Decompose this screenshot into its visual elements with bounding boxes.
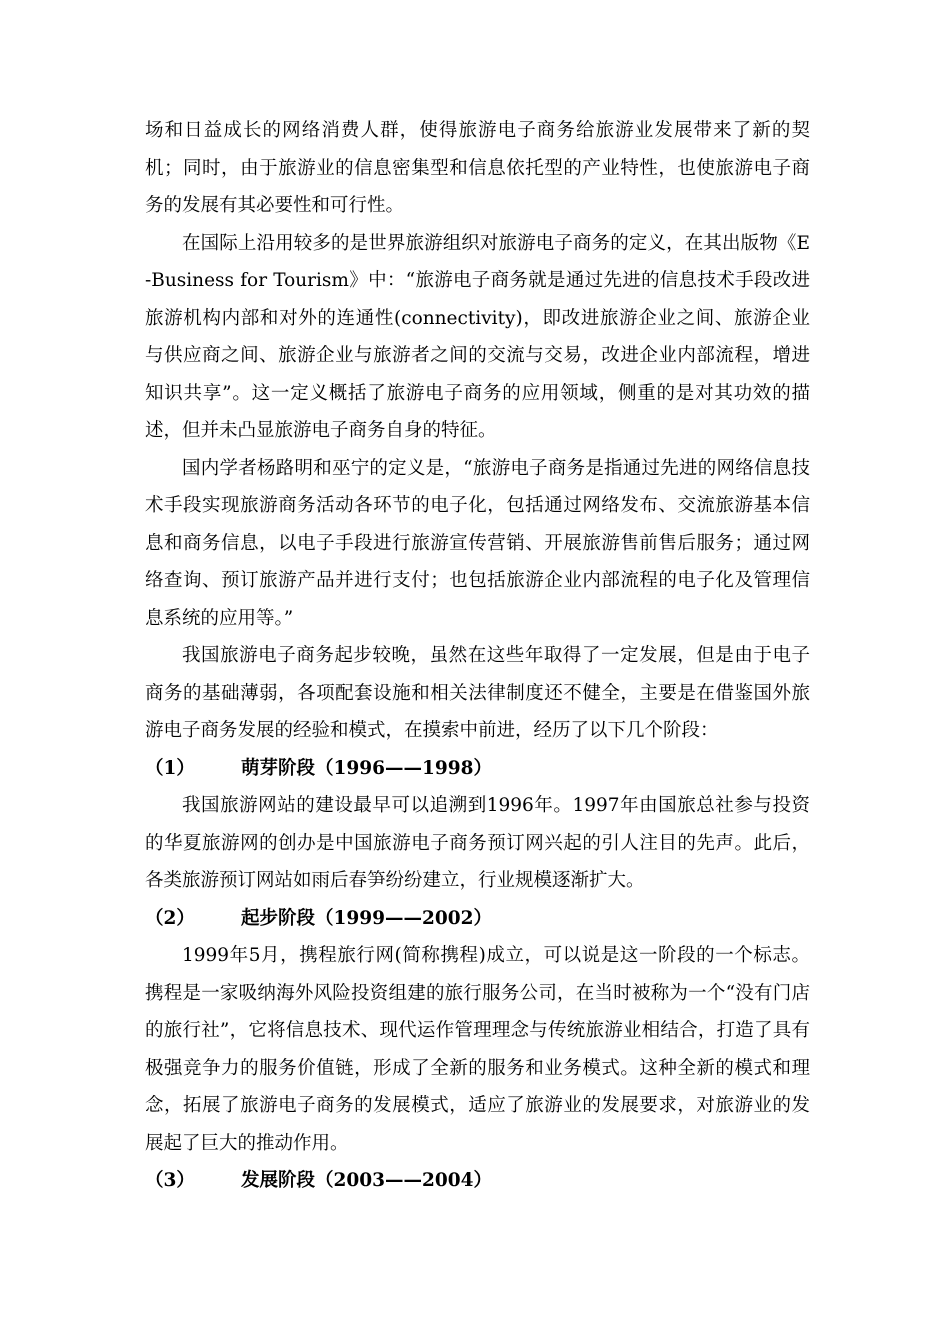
stage-paragraph-2: 1999年5月，携程旅行网(简称携程)成立，可以说是这一阶段的一个标志。携程是一家吸纳海外风险投资组建的旅行服务公司，在当时被称为一个“没有门店的旅行社”，它将信息技术、现代运作管理理念与传统旅游业相结合，打造了具有极强竞争力的服务价值链，形成了全新的服务和业务模式。这种全新的模式和理念，拓展了旅游电子商务的发展模式，适应了旅游业的发展要求，对旅游业的发展起了巨大的推动作用。 — [145, 945, 810, 1154]
stage-number: （1） — [145, 757, 195, 779]
stage-heading-3 — [145, 1162, 810, 1200]
paragraph-domestic-definition: 国内学者杨路明和巫宁的定义是，“旅游电子商务是指通过先进的网络信息技术手段实现旅游商务活动各环节的电子化，包括通过网络发布、交流旅游基本信息和商务信息，以电子手段进行旅游宣传营销、开展旅游售前售后服务；通过网络查询、预订旅游产品并进行支付；也包括旅游企业内部流程的电子化及管理信息系统的应用等。” — [145, 457, 810, 629]
stage-title: 萌芽阶段（1996——1998） — [241, 757, 492, 779]
document-body — [145, 112, 810, 1200]
paragraph-continuation: 场和日益成长的网络消费人群，使得旅游电子商务给旅游业发展带来了新的契机；同时，由于旅游业的信息密集型和信息依托型的产业特性，也使旅游电子商务的发展有其必要性和可行性。 — [145, 120, 810, 216]
stage-heading-2 — [145, 900, 810, 938]
stage-heading-1 — [145, 750, 810, 788]
stage-number: （2） — [145, 907, 195, 929]
paragraph-development-intro: 我国旅游电子商务起步较晚，虽然在这些年取得了一定发展，但是由于电子商务的基础薄弱，各项配套设施和相关法律制度还不健全，主要是在借鉴国外旅游电子商务发展的经验和模式，在摸索中前进，经历了以下几个阶段： — [145, 645, 810, 741]
stage-number: （3） — [145, 1170, 195, 1191]
paragraph-wto-definition: 在国际上沿用较多的是世界旅游组织对旅游电子商务的定义，在其出版物《E-Business for Tourism》中：“旅游电子商务就是通过先进的信息技术手段改进旅游机构内部和对外的连通性(connectivity)，即改进旅游企业之间、旅游企业与供应商之间、旅游企业与旅游者之间的交流与交易，改进企业内部流程，增进知识共享”。这一定义概括了旅游电子商务的应用领域，侧重的是对其功效的描述，但并未凸显旅游电子商务自身的特征。 — [145, 232, 810, 441]
stage-title: 起步阶段（1999——2002） — [241, 907, 492, 929]
stage-title: 发展阶段（2003——2004） — [241, 1170, 492, 1191]
stage-paragraph-1: 我国旅游网站的建设最早可以追溯到1996年。1997年由国旅总社参与投资的华夏旅游网的创办是中国旅游电子商务预订网兴起的引人注目的先声。此后，各类旅游预订网站如雨后春笋纷纷建立，行业规模逐渐扩大。 — [145, 795, 810, 891]
